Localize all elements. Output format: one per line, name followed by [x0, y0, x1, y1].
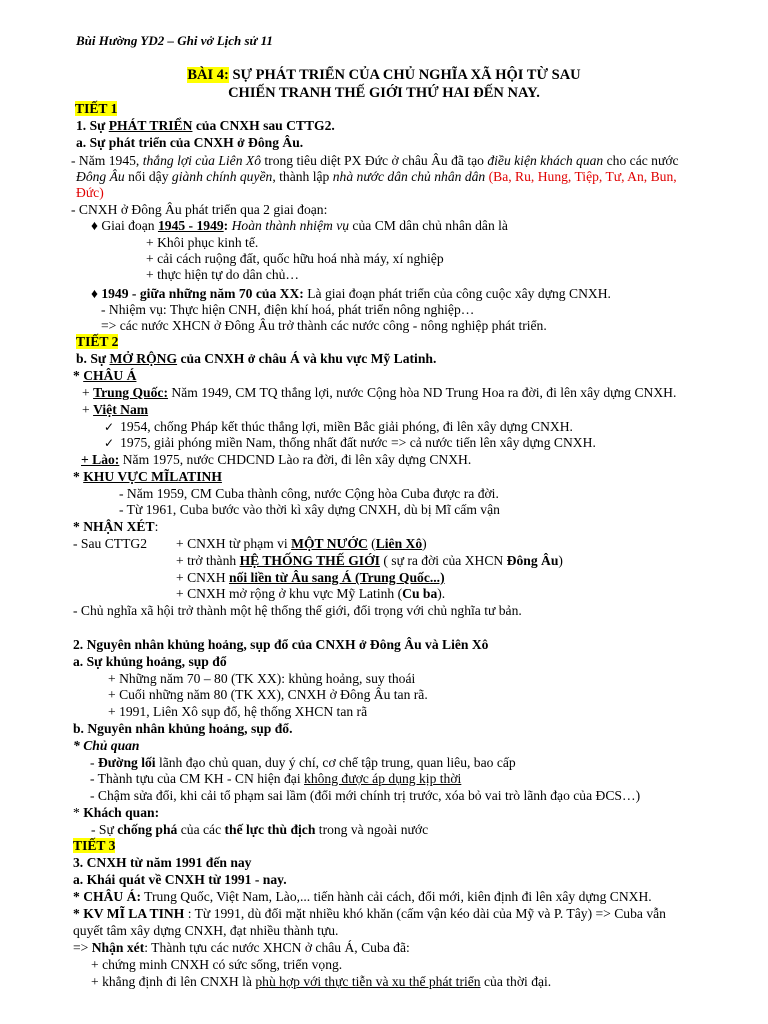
list-item: - Từ 1961, Cuba bước vào thời kì xây dựng CNXH, dù bị Mĩ cấm vận: [119, 502, 500, 517]
text-line: * CHÂU Á: [73, 368, 137, 383]
lesson-title-line-2: CHIẾN TRANH THẾ GIỚI THỨ HAI ĐẾN NAY.: [228, 85, 540, 101]
text-line: Đức): [76, 185, 104, 200]
list-item: + khẳng định đi lên CNXH là phù hợp với thực tiễn và xu thế phát triển của thời đại.: [91, 974, 552, 989]
section-1-heading: 1. Sự PHÁT TRIỂN của CNXH sau CTTG2.: [76, 118, 335, 133]
text-line: + Lào: Năm 1975, nước CHDCND Lào ra đời, đi lên xây dựng CNXH.: [81, 452, 472, 467]
list-item: - Đường lối lãnh đạo chủ quan, duy ý chí, cơ chế tập trung, quan liêu, bao cấp: [90, 755, 516, 770]
list-item: + 1991, Liên Xô sụp đổ, hệ thống XHCN tan rã: [108, 704, 368, 719]
text-line: - Sau CTTG2: [73, 536, 148, 551]
list-item: + chứng minh CNXH có sức sống, triển vọng.: [91, 957, 343, 972]
checkmark-icon: ✓: [104, 436, 115, 450]
text-line: * NHẬN XÉT:: [73, 519, 159, 534]
text-line: * KV MĨ LA TINH : Từ 1991, dù đối mặt nhiều khó khăn (cấm vận kéo dài của Mỹ và P. Tây) => Cuba vẫn: [73, 906, 666, 921]
subsection-3a-heading: a. Khái quát về CNXH từ 1991 - nay.: [73, 872, 287, 887]
list-item: - Thành tựu của CM KH - CN hiện đại không được áp dụng kịp thời: [90, 771, 462, 786]
list-item: => các nước XHCN ở Đông Âu trở thành các nước công - nông nghiệp phát triển.: [101, 318, 547, 333]
list-item: + cải cách ruộng đất, quốc hữu hoá nhà máy, xí nghiệp: [146, 251, 444, 266]
list-item: + Cuối những năm 80 (TK XX), CNXH ở Đông Âu tan rã.: [108, 687, 428, 702]
text-line: quyết tâm xây dựng CNXH, đạt nhiều thành tựu.: [73, 923, 339, 938]
list-item: ✓ 1954, chống Pháp kết thúc thắng lợi, miền Bắc giải phóng, đi lên xây dựng CNXH.: [104, 419, 573, 434]
list-item: + CNXH từ phạm vi MỘT NƯỚC (Liên Xô): [176, 536, 427, 551]
text-line: * KHU VỰC MĨLATINH: [73, 469, 222, 484]
subsection-2b-heading: b. Nguyên nhân khủng hoảng, sụp đổ.: [73, 721, 293, 736]
list-item: - Năm 1959, CM Cuba thành công, nước Cộng hòa Cuba được ra đời.: [119, 486, 499, 501]
text-line: - CNXH ở Đông Âu phát triển qua 2 giai đoạn:: [71, 202, 328, 217]
period-3-label: TIẾT 3: [73, 838, 116, 853]
subsection-1a-heading: a. Sự phát triển của CNXH ở Đông Âu.: [76, 135, 304, 150]
subsection-1b-heading: b. Sự MỞ RỘNG của CNXH ở châu Á và khu vực Mỹ Latinh.: [76, 351, 437, 366]
list-item: + Những năm 70 – 80 (TK XX): khủng hoảng, suy thoái: [108, 671, 416, 686]
text-line: - Năm 1945, thắng lợi của Liên Xô trong tiêu diệt PX Đức ở châu Âu đã tạo điều kiện khách quan cho các nước: [71, 153, 679, 168]
text-line: Đông Âu nổi dậy giành chính quyền, thành lập nhà nước dân chủ nhân dân (Ba, Ru, Hung, Tiệp, Tư, An, Bun,: [76, 169, 677, 184]
lesson-title-line-1: BÀI 4: SỰ PHÁT TRIỂN CỦA CHỦ NGHĨA XÃ HỘI TỪ SAU: [187, 67, 581, 83]
list-item: + CNXH mở rộng ở khu vực Mỹ Latinh (Cu ba).: [176, 586, 446, 601]
period-2-label: TIẾT 2: [76, 334, 119, 349]
text-line: ♦ Giai đoạn 1945 - 1949: Hoàn thành nhiệm vụ của CM dân chủ nhân dân là: [91, 218, 508, 233]
text-line: ♦ 1949 - giữa những năm 70 của XX: Là giai đoạn phát triển của công cuộc xây dựng CNXH.: [91, 286, 611, 301]
list-item: - Chậm sửa đổi, khi cải tổ phạm sai lầm (đổi mới chính trị trước, xóa bỏ vai trò lãnh đạo của ĐCS…): [90, 788, 641, 803]
list-item: - Nhiệm vụ: Thực hiện CNH, điện khí hoá, phát triển nông nghiệp…: [101, 302, 475, 317]
text-line: * Chủ quan: [73, 738, 140, 753]
list-item: + Khôi phục kinh tế.: [146, 235, 259, 250]
text-line: * CHÂU Á: Trung Quốc, Việt Nam, Lào,... tiến hành cải cách, đổi mới, kiên định đi lên xây dựng CNXH.: [73, 889, 652, 904]
section-2-heading: 2. Nguyên nhân khủng hoảng, sụp đổ của CNXH ở Đông Âu và Liên Xô: [73, 637, 489, 652]
list-item: ✓ 1975, giải phóng miền Nam, thống nhất đất nước => cả nước tiến lên xây dựng CNXH.: [104, 435, 596, 450]
text-line: => Nhận xét: Thành tựu các nước XHCN ở châu Á, Cuba đã:: [73, 940, 410, 955]
section-3-heading: 3. CNXH từ năm 1991 đến nay: [73, 855, 252, 870]
text-line: + Trung Quốc: Năm 1949, CM TQ thắng lợi, nước Cộng hòa ND Trung Hoa ra đời, đi lên xây dựng CNXH.: [82, 385, 677, 400]
period-1-label: TIẾT 1: [75, 101, 118, 116]
page-header: Bùi Hường YD2 – Ghi vở Lịch sử 11: [76, 33, 273, 48]
text-line: + Việt Nam: [82, 402, 149, 417]
checkmark-icon: ✓: [104, 420, 115, 434]
text-line: - Chủ nghĩa xã hội trở thành một hệ thống thế giới, đối trọng với chủ nghĩa tư bản.: [73, 603, 522, 618]
list-item: + CNXH nối liền từ Âu sang Á (Trung Quốc...): [176, 570, 445, 585]
list-item: + thực hiện tự do dân chủ…: [146, 267, 300, 282]
lesson-number: BÀI 4:: [187, 67, 229, 83]
list-item: + trở thành HỆ THỐNG THẾ GIỚI ( sự ra đời của XHCN Đông Âu): [176, 553, 563, 568]
text-line: * Khách quan:: [73, 805, 160, 820]
subsection-2a-heading: a. Sự khủng hoảng, sụp đổ: [73, 654, 227, 669]
list-item: - Sự chống phá của các thế lực thù địch trong và ngoài nước: [91, 822, 429, 837]
